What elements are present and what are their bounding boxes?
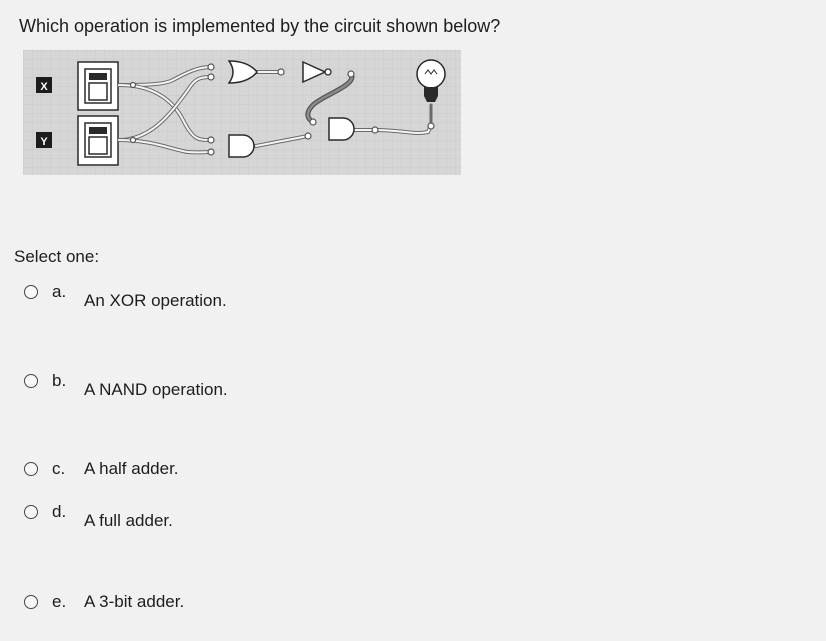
svg-text:X: X [40, 81, 48, 93]
option-text[interactable]: A full adder. [84, 511, 173, 530]
radio-button-e[interactable] [24, 595, 38, 609]
svg-text:Y: Y [40, 136, 48, 148]
option-text[interactable]: A half adder. [84, 459, 179, 478]
and-gate-icon [229, 135, 254, 157]
radio-button-a[interactable] [24, 285, 38, 299]
select-one-label: Select one: [14, 247, 100, 266]
question-text: Which operation is implemented by the circuit shown below? [19, 16, 501, 36]
switch-x-icon [78, 62, 118, 110]
option-letter: e. [52, 592, 67, 611]
radio-button-d[interactable] [24, 505, 38, 519]
input-label-y [36, 132, 52, 148]
output-and-gate-icon [329, 118, 354, 140]
option-text[interactable]: A NAND operation. [84, 380, 228, 399]
option-letter: a. [52, 282, 67, 301]
input-label-x [36, 77, 52, 93]
option-letter: d. [52, 502, 67, 521]
option-letter: b. [52, 371, 67, 390]
option-letter: c. [52, 459, 66, 478]
radio-button-b[interactable] [24, 374, 38, 388]
option-text[interactable]: A 3-bit adder. [84, 592, 185, 611]
radio-button-c[interactable] [24, 462, 38, 476]
option-text[interactable]: An XOR operation. [84, 291, 227, 310]
switch-y-icon [78, 116, 118, 165]
circuit-diagram [23, 50, 461, 175]
